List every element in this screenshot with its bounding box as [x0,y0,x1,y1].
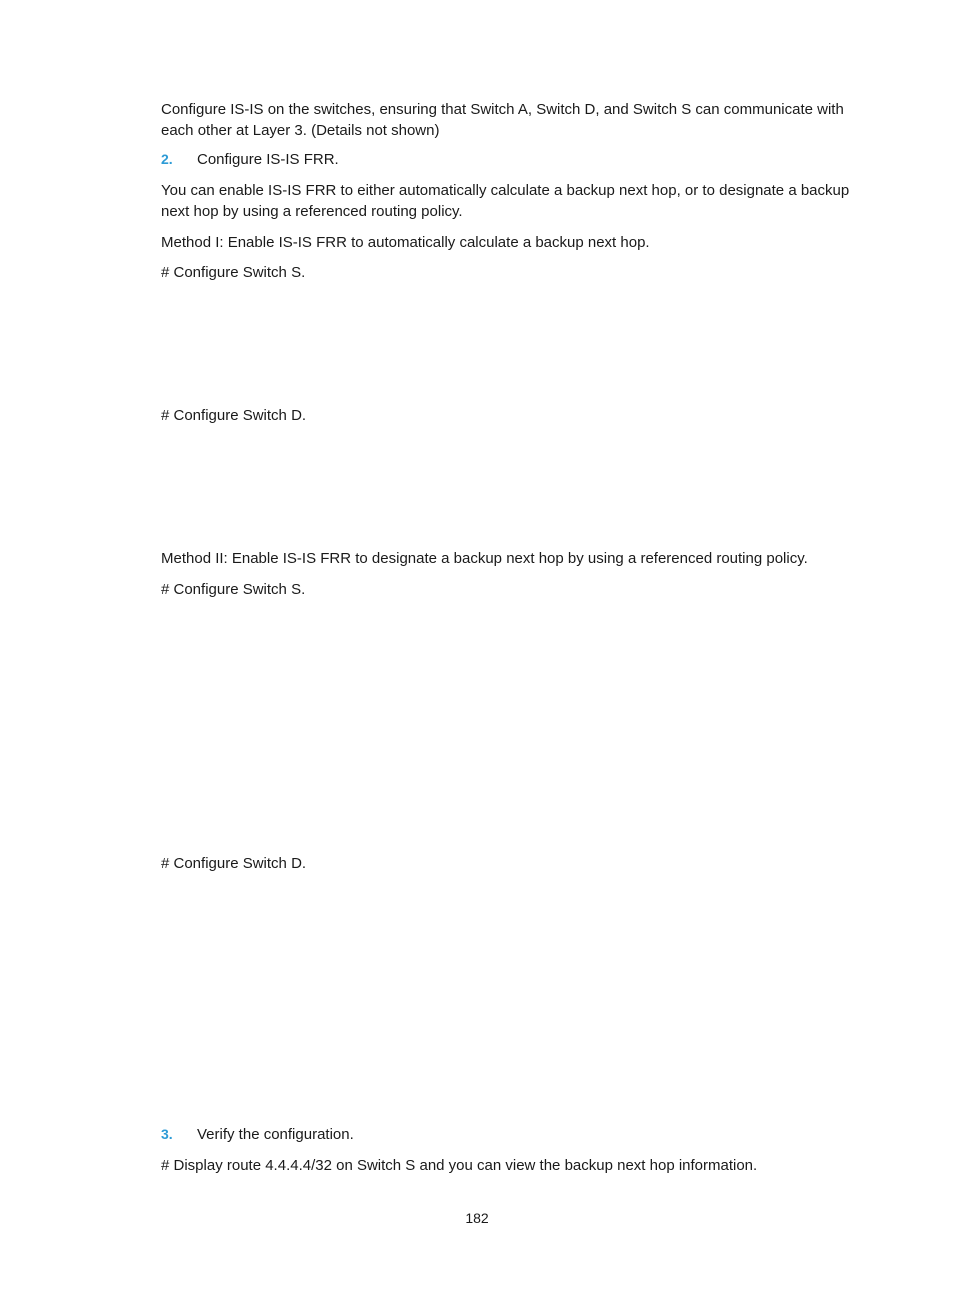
step-verify-configuration [161,1124,866,1145]
method2-heading: Method II: Enable IS-IS FRR to designate a backup next hop by using a referenced routing policy. [161,550,808,567]
page-number: 182 [465,1210,489,1226]
method1-configure-switch-s: # Configure Switch S. [161,264,306,281]
step-configure-isis-frr [161,149,866,170]
method1-heading: Method I: Enable IS-IS FRR to automatically calculate a backup next hop. [161,234,650,251]
method2-configure-switch-d: # Configure Switch D. [161,855,307,872]
display-route-paragraph: # Display route 4.4.4.4/32 on Switch S and you can view the backup next hop information. [161,1157,758,1174]
step-label: Configure IS-IS FRR. [197,151,339,168]
method2-configure-switch-s: # Configure Switch S. [161,581,306,598]
step-number: 3. [161,1126,173,1142]
frr-description-paragraph: You can enable IS-IS FRR to either automatically calculate a backup next hop, or to designate a backup next hop by using a referenced routing policy. [161,182,850,220]
step-number: 2. [161,151,173,167]
method1-configure-switch-d: # Configure Switch D. [161,407,307,424]
step-label: Verify the configuration. [197,1126,354,1143]
intro-paragraph: Configure IS-IS on the switches, ensuring that Switch A, Switch D, and Switch S can communicate with each other at Layer 3. (Details not shown) [161,101,844,139]
